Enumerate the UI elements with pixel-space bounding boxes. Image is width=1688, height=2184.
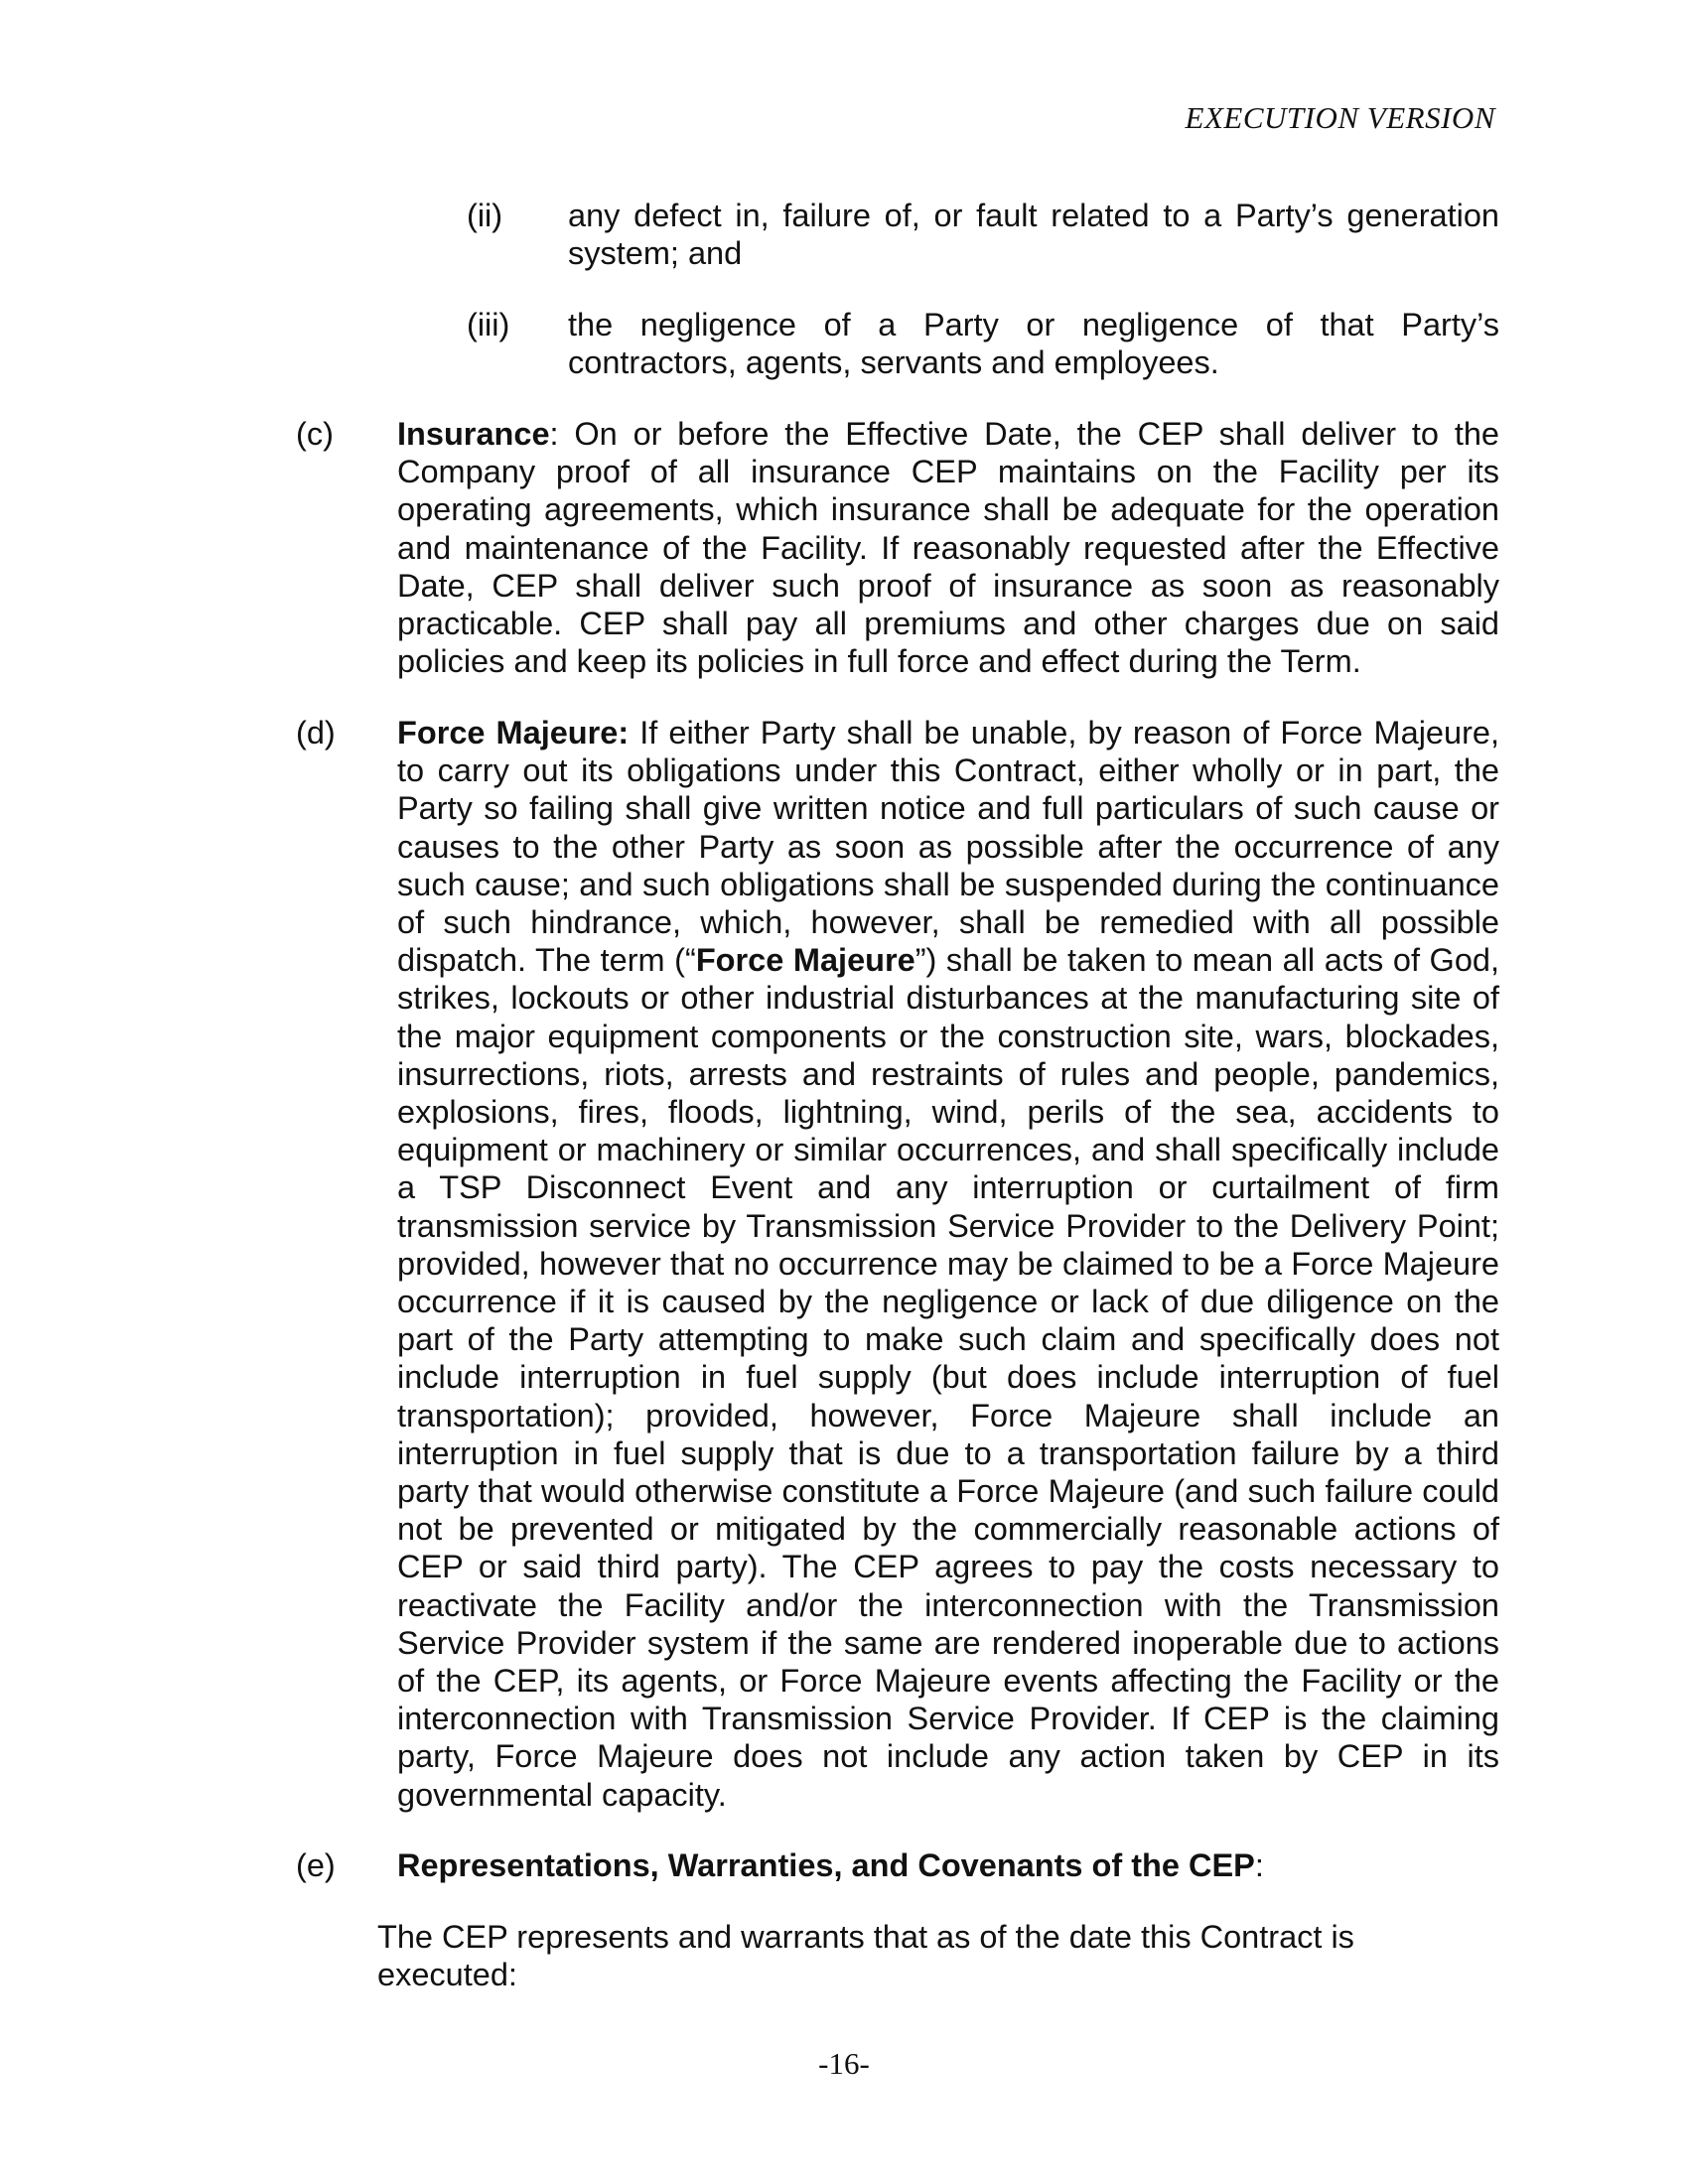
section-heading-colon: :	[1254, 1847, 1264, 1883]
section-number: (c)	[296, 416, 334, 452]
section-heading: Insurance	[397, 416, 550, 452]
section-number: (d)	[296, 715, 336, 751]
execution-version-header: EXECUTION VERSION	[1185, 100, 1495, 135]
section-number: (e)	[296, 1847, 336, 1883]
sub-item-number: (iii)	[467, 307, 510, 342]
page-number: -16-	[818, 2046, 870, 2081]
sub-item-text: the negligence of a Party or negligence of that Party’s contractors, agents, servants and employees.	[568, 307, 1499, 381]
section-heading: Representations, Warranties, and Covenants of the CEP	[397, 1847, 1255, 1883]
section-body: : On or before the Effective Date, the CEP shall deliver to the Company proof of all insurance CEP maintains on the Facility per its operating agreements, which insurance shall be adequate for the operation and maintenance of the Facility. If reasonably requested after the Effective Date, CEP shall deliver such proof of insurance as soon as reasonably practicable. CEP shall pay all premiums and other charges due on said policies and keep its policies in full force and effect during the Term.	[397, 416, 1499, 680]
section-text	[397, 714, 1499, 1814]
sub-item-number: (ii)	[467, 198, 503, 233]
closing-statement: The CEP represents and warrants that as of the date this Contract is executed:	[377, 1919, 1354, 1993]
section-body-continued: ”) shall be taken to mean all acts of God, strikes, lockouts or other industrial disturbances at the manufacturing site of the major equipment components or the construction site, wars, blockades, insurrections, riots, arrests and restraints of rules and people, pandemics, explosions, fires, floods, lightning, wind, perils of the sea, accidents to equipment or machinery or similar occurrences, and shall specifically include a TSP Disconnect Event and any interruption or curtailment of firm transmission service by Transmission Service Provider to the Delivery Point; provided, however that no occurrence may be claimed to be a Force Majeure occurrence if it is caused by the negligence or lack of due diligence on the part of the Party attempting to make such claim and specifically does not include interruption in fuel supply (but does include interruption of fuel transportation); provided, however, Force Majeure shall include an interruption in fuel supply that is due to a transportation failure by a third party that would otherwise constitute a Force Majeure (and such failure could not be prevented or mitigated by the commercially reasonable actions of CEP or said third party). The CEP agrees to pay the costs necessary to reactivate the Facility and/or the interconnection with the Transmission Service Provider system if the same are rendered inoperable due to actions of the CEP, its agents, or Force Majeure events affecting the Facility or the interconnection with Transmission Service Provider. If CEP is the claiming party, Force Majeure does not include any action taken by CEP in its governmental capacity.	[397, 942, 1499, 1813]
section-text	[397, 1846, 1499, 1884]
section-heading: Force Majeure:	[397, 715, 630, 751]
sub-item-text: any defect in, failure of, or fault related to a Party’s generation system; and	[568, 198, 1499, 272]
section-body: If either Party shall be unable, by reason of Force Majeure, to carry out its obligations under this Contract, either wholly or in part, the Party so failing shall give written notice and full particulars of such cause or causes to the other Party as soon as possible after the occurrence of any such cause; and such obligations shall be suspended during the continuance of such hindrance, which, however, shall be remedied with all possible dispatch. The term (“	[397, 715, 1499, 979]
defined-term: Force Majeure	[695, 942, 915, 979]
section-text	[397, 415, 1499, 680]
